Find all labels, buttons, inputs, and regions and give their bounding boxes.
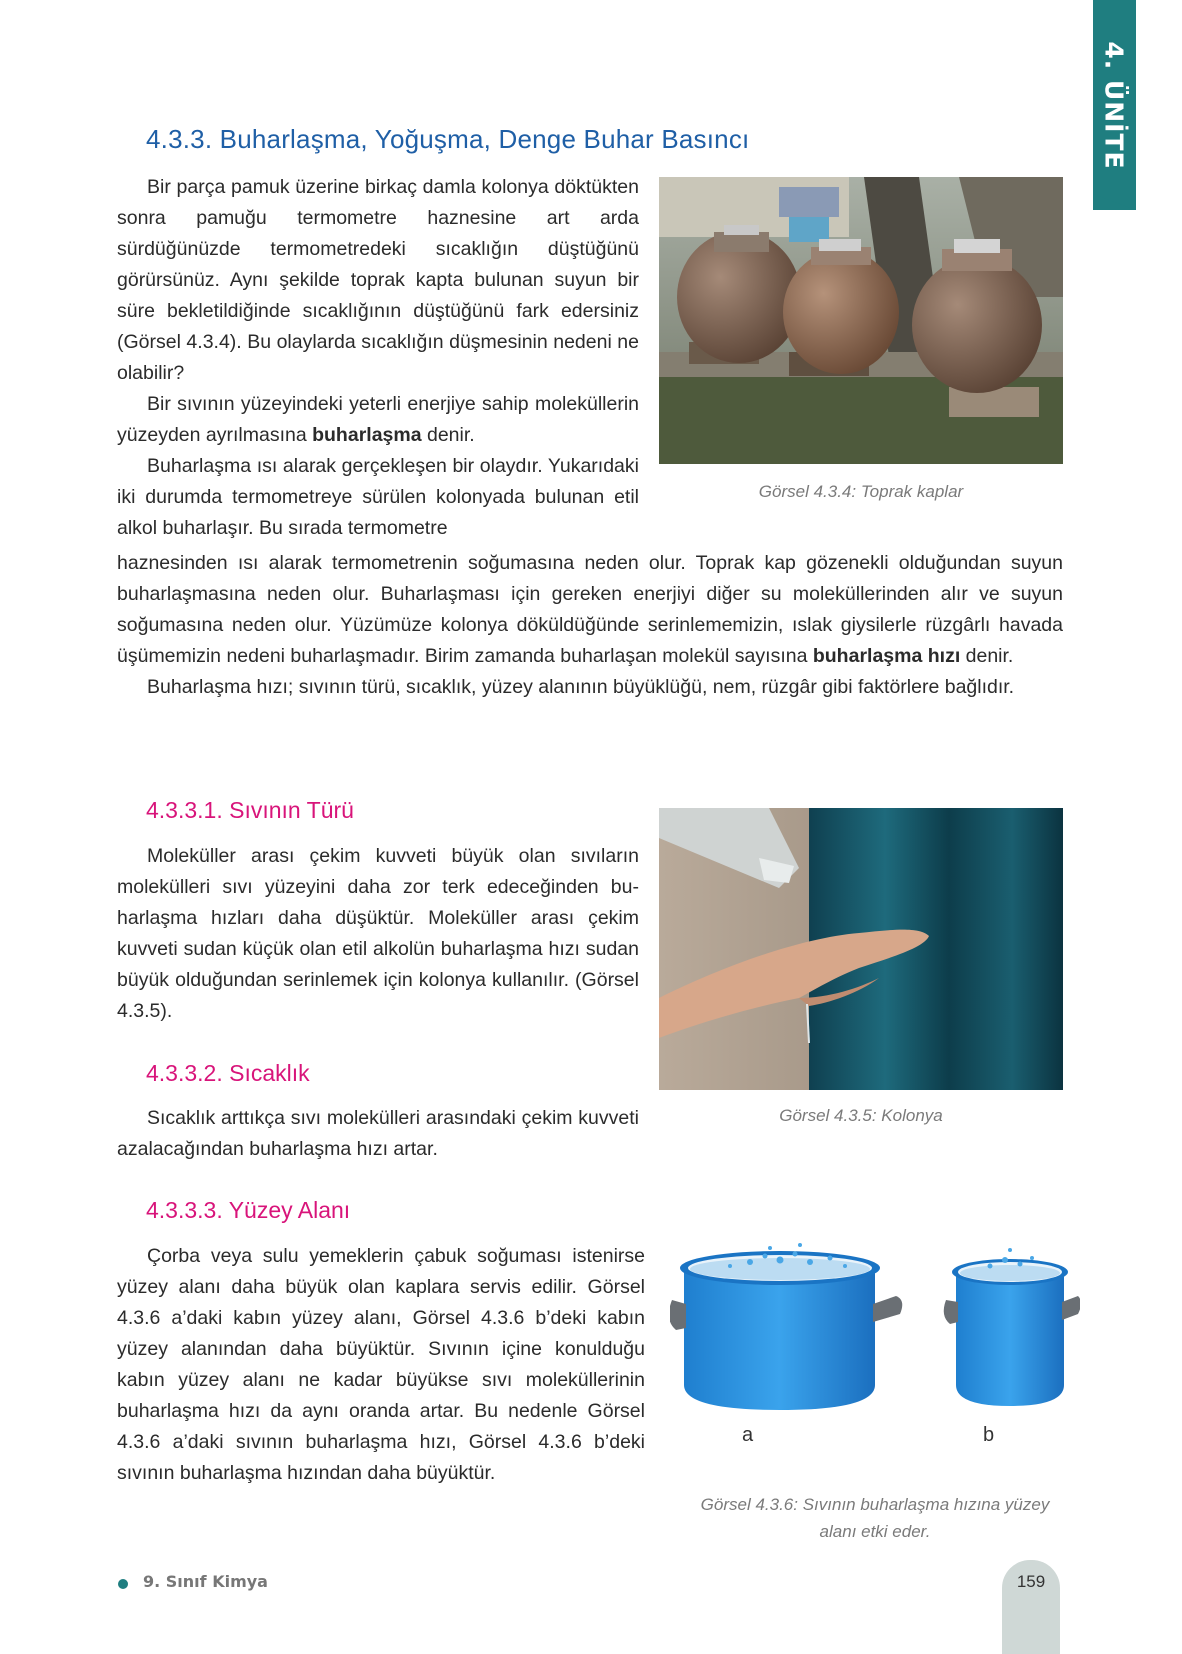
term-buharlasma: buharlaşma <box>312 424 422 446</box>
subsection-3-body <box>117 1241 645 1489</box>
footer-book-title: 9. Sınıf Kimya <box>143 1572 268 1591</box>
pots-illustration <box>670 1240 1080 1415</box>
subsection-1-text: Moleküller arası çekim kuvveti büyük olan sıvıların molekülleri sıvı yüzeyini daha zor terk edeceğinden buharlaşma hızları daha düşüktür. Moleküller arası çekim kuvveti sudan küçük olan etil alkolün buharlaşma hızı sudan büyük olduğundan serinlemek için kolonya kullanılır. (Görsel 4.3.5). <box>117 845 639 1022</box>
term-buharlasma-hizi: buharlaşma hızı <box>812 645 961 667</box>
intro-p3-cont-end: denir. <box>960 645 1014 667</box>
subsection-2-body <box>117 1103 639 1165</box>
intro-p3-cont-text: haznesinden ısı alarak termometrenin soğumasına neden olur. Toprak kap gözenekli olduğundan suyun buharlaşmasına neden olur. Buharlaşması için gereken enerjiyi diğer su moleküllerinden alır ve suyun soğumasına neden olur. Yüzümüze kolonya döküldüğünde serinlememizin, ıslak giysilerle rüzgârlı havada üşümemizin nedeni buharlaşmadır. Birim zamanda buharlaşan molekül sayısına <box>117 552 1063 667</box>
footer-bullet <box>118 1579 128 1589</box>
subsection-2-title: 4.3.3.2. Sıcaklık <box>146 1060 310 1086</box>
intro-paragraph-4: Buharlaşma hızı; sıvının türü, sıcaklık, yüzey alanının büyüklüğü, nem, rüzgâr gibi faktörlere bağlıdır. <box>147 676 1015 698</box>
subsection-3-text: Çorba veya sulu yemeklerin çabuk soğuması istenirse yüzey alanı daha büyük olan kaplara servis edilir. Görsel 4.3.6 a’daki kabın yüzey alanı, Görsel 4.3.6 b’deki kabın yüzey alanından daha büyüktür. Sıvının içine konulduğu kabın yüzey alanı ne kadar büyükse sıvı moleküllerinin buharlaşma hızı da aynı oranda artar. Bu nedenle Görsel 4.3.6 a’daki sıvının buharlaşma hızı, Görsel 4.3.6 b’deki sıvının buharlaşma hızından daha büyüktür. <box>117 1245 645 1484</box>
page-number: 159 <box>1016 1572 1046 1591</box>
cologne-photo <box>659 808 1063 1090</box>
subsection-2-text: Sıcaklık arttıkça sıvı molekülleri arasındaki çekim kuvveti azalacağından buharlaşma hızı artar. <box>117 1107 639 1160</box>
intro-column <box>117 172 639 544</box>
section-title: 4.3.3. Buharlaşma, Yoğuşma, Denge Buhar Basıncı <box>146 124 750 154</box>
intro-p2-end: denir. <box>421 424 475 446</box>
intro-p2-text: Bir sıvının yüzeyindeki yeterli enerjiye sahip moleküllerin yüzeyden ayrılmasına <box>117 393 639 446</box>
figure-4-3-4-caption: Görsel 4.3.4: Toprak kaplar <box>758 482 964 501</box>
figure-4-3-6-caption-line1: Görsel 4.3.6: Sıvının buharlaşma hızına yüzey <box>700 1495 1050 1514</box>
figure-4-3-6-caption-line2: alanı etki eder. <box>819 1522 931 1541</box>
intro-paragraph-2 <box>117 389 639 451</box>
unit-tab-label: 4. ÜNİTE <box>1100 40 1130 170</box>
clay-pots-photo <box>659 177 1063 464</box>
subsection-1-body <box>117 841 639 1027</box>
intro-full-column <box>117 548 1063 703</box>
unit-tab-label-wrap <box>1093 0 1136 210</box>
intro-paragraph-3: Buharlaşma ısı alarak gerçekleşen bir olaydır. Yukarıdaki iki durumda termometreye sürülen kolonyada bulunan etil alkol buharlaşır. Bu sırada termometre <box>117 455 639 539</box>
intro-paragraph-3-cont <box>117 548 1063 672</box>
subsection-3-title: 4.3.3.3. Yüzey Alanı <box>146 1197 351 1223</box>
intro-paragraph-1: Bir parça pamuk üzerine birkaç damla kolonya döktükten sonra pamuğu termometre haznesine art arda sürdüğünüzde termometredeki sıcaklığın düştüğünü görürsünüz. Aynı şekilde toprak kapta bulunan suyun bir süre bekletildiğinde sıcaklığının düştüğünü fark edersiniz (Görsel 4.3.4). Bu olaylarda sıcaklığın düşmesinin nedeni ne olabilir? <box>117 176 639 384</box>
figure-4-3-5-caption: Görsel 4.3.5: Kolonya <box>779 1106 943 1125</box>
pot-b-label: b <box>983 1424 995 1446</box>
figure-4-3-6-caption <box>660 1491 1090 1545</box>
pot-a-label: a <box>742 1424 754 1446</box>
subsection-1-title: 4.3.3.1. Sıvının Türü <box>146 797 354 823</box>
